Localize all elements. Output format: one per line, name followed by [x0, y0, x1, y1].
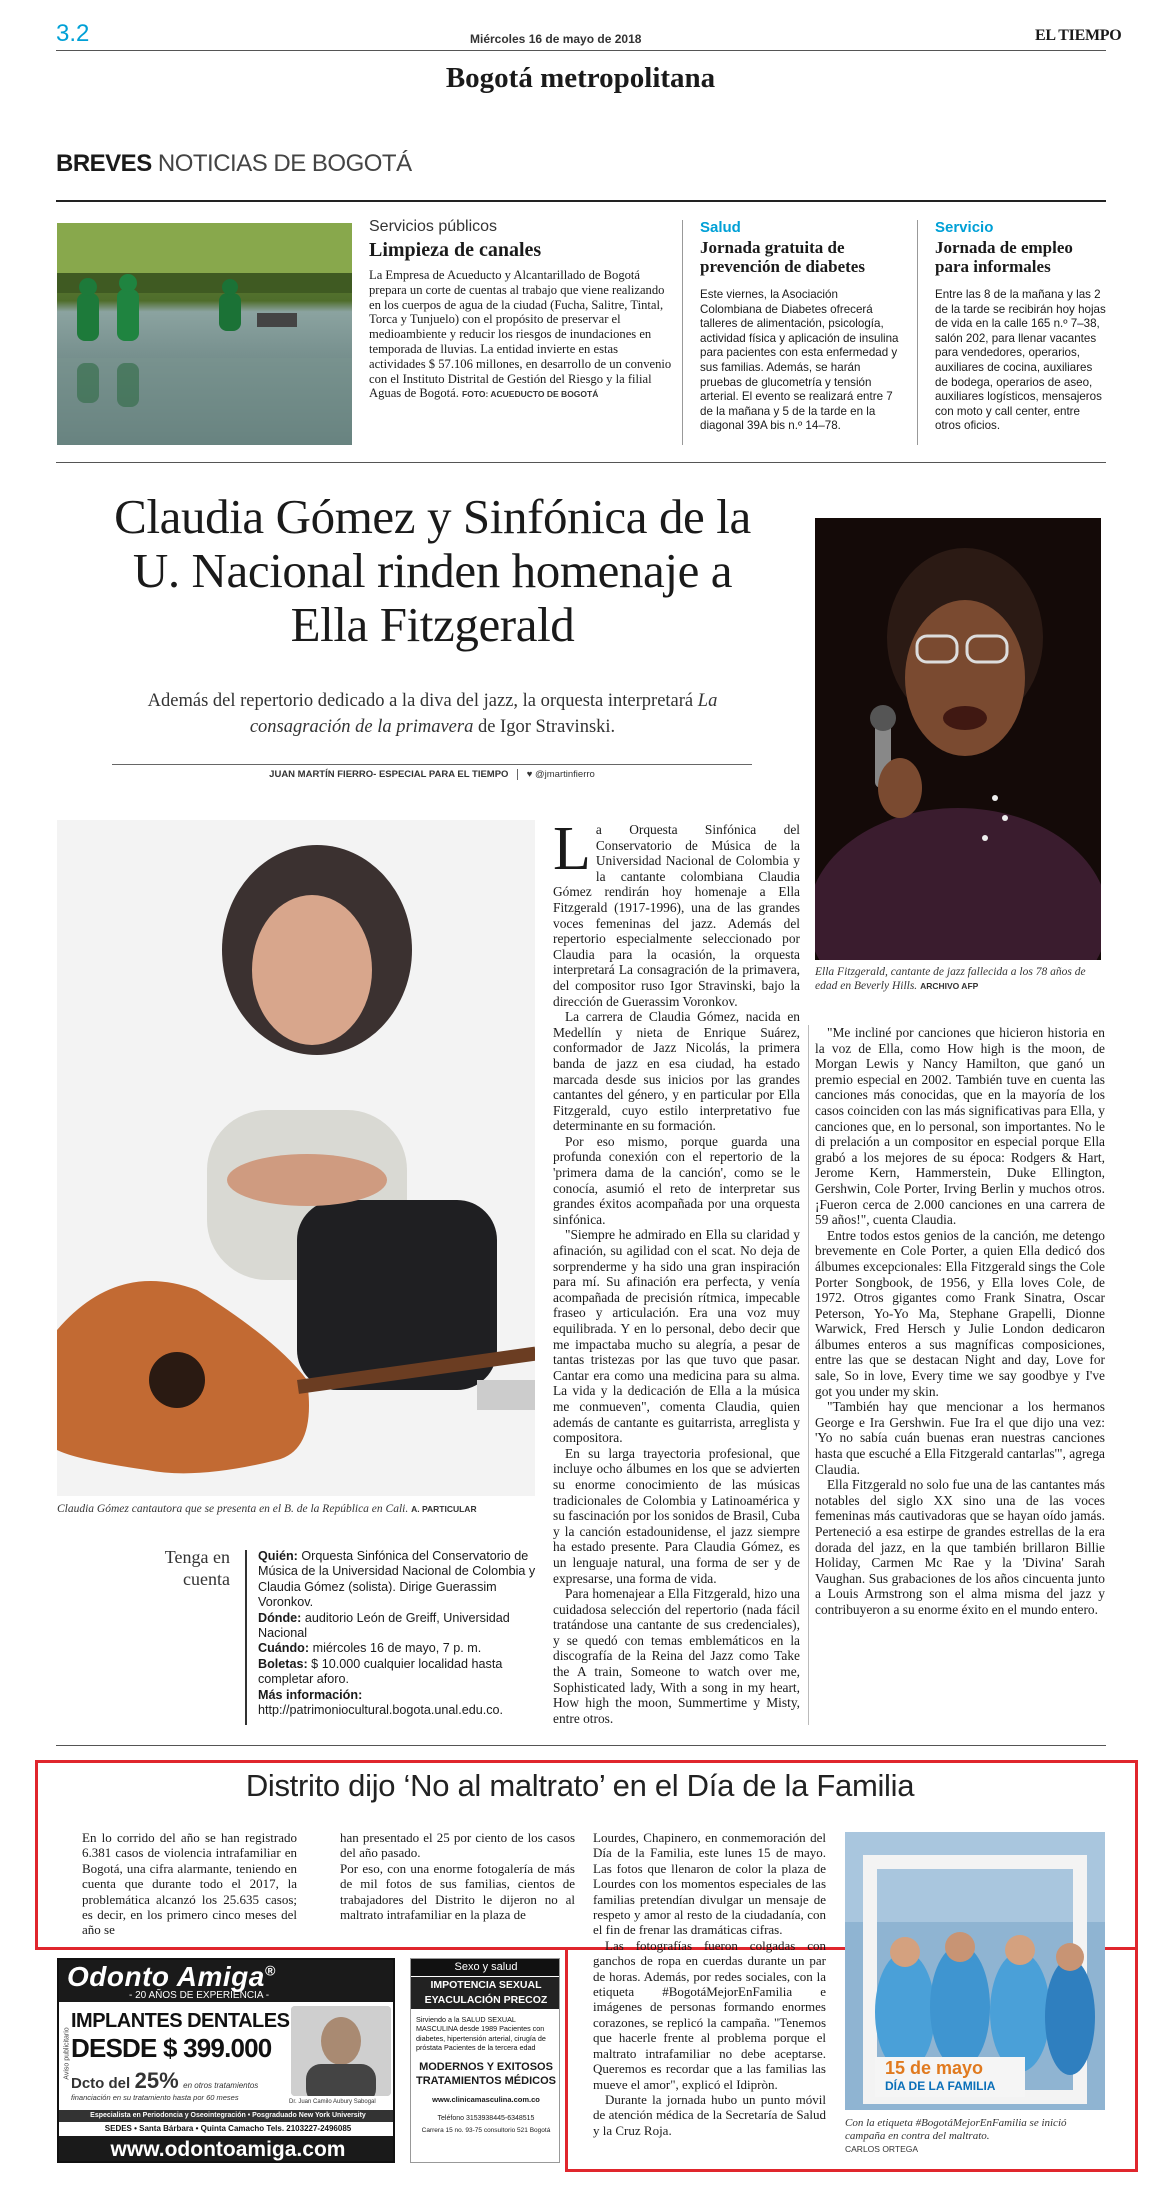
- breve1-body: La Empresa de Acueducto y Alcantarillado de Bogotá prepara un corte de cuentas al trabajo que viene realizando en los cuerpos de agua de la ciudad (Fucha, Salitre, Tintal, Torca y Tunjuelo) con el propósito de preservar el medioambiente y reducir los riesgos de inundaciones en temporada de lluvias. La entidad invierte en estas actividades $ 57.106 millones, en desarrollo de un convenio con el Instituto Distrital de Gestión del Riesgo y la filial Aguas de Bogotá.: [369, 268, 672, 401]
- section-title: Bogotá metropolitana: [445, 62, 716, 94]
- col2-para: Entre todos estos genios de la canción, me detengo brevemente en Cole Porter, a quien Ella dedicó dos álbumes excepcionales: Ella Fitzgerald sings the Cole Porter Songbook, de 1956, y Ella loves Cole, de 1972. Otros gigantes como Frank Sinatra, Oscar Peterson, Yo-Yo Ma, Stephane Grapelli, Dionne Warwick, Fred Hersch y Julie London dedicaron álbumes enteros a sus magníficas composiciones, entre las que se destacan Night and day, Love for sale, So in love, Every time we say goodbye y I've got you under my skin.: [815, 1227, 1105, 1399]
- doctor-photo: [291, 2006, 391, 2096]
- infobox-label: Boletas:: [258, 1656, 308, 1671]
- infobox-text: auditorio León de Greiff, Universidad Nacional: [258, 1610, 510, 1641]
- drop-cap: L: [553, 822, 591, 883]
- col1-para: En su larga trayectoria profesional, que incluye ocho álbumes en los que se advierten su enorme conocimiento de las músicas tradicionales de Colombia y Latinoamérica y su fascinación por los sonidos de Brasil, Cuba y la canción estadounidense, el jazz siempre ha estado presente. Para Claudia Gómez, es un lenguaje natural, una forma de ser y de expresarse, una forma de vida.: [553, 1445, 800, 1586]
- odonto-years: - 20 AÑOS DE EXPERIENCIA -: [129, 1990, 270, 2001]
- sexo-ad[interactable]: [410, 1958, 560, 2163]
- sexo-phone: Teléfono 3153938445-6348515: [437, 2115, 535, 2122]
- claudia-caption: [57, 1503, 537, 1517]
- odonto-discount-label: Dcto del: [71, 2075, 131, 2092]
- breve1-credit: FOTO: ACUEDUCTO DE BOGOTÁ: [462, 389, 599, 400]
- family-photo: [845, 1832, 1105, 2110]
- main-col2: [815, 1025, 1105, 1725]
- sexo-title4: TRATAMIENTOS MÉDICOS: [416, 2075, 556, 2087]
- page-date: Miércoles 16 de mayo de 2018: [470, 32, 642, 46]
- ella-credit: ARCHIVO AFP: [920, 980, 979, 991]
- col1-para: La carrera de Claudia Gómez, nacida en Medellín y nieta de Enrique Suárez, conformador de Jazz Nicolás, la primera banda de jazz en esa ciudad, ha estado marcada desde sus inicios por las grandes cantantes del género, y en particular por Ella Fitzgerald, cuyo estilo interpretativo fue determinante en su formación.: [553, 1009, 800, 1134]
- infobox-bar: [245, 1550, 247, 1725]
- main-bottom-rule: [56, 1745, 1106, 1746]
- infobox-label: Más información:: [258, 1687, 363, 1702]
- sexo-title2: EYACULACIÓN PRECOZ: [424, 1994, 548, 2006]
- col1-para: Por eso mismo, porque guarda una profunda conexión con el repertorio de la 'primera dama de la canción', como se le conocía, asumió el reto de interpretar sus grandes éxitos acompañada por una orquesta sinfónica.: [553, 1133, 800, 1227]
- masthead-rule: [56, 50, 1106, 51]
- infobox-text: miércoles 16 de mayo, 7 p. m.: [309, 1641, 482, 1656]
- breve2-headline: Jornada gratuita de prevención de diabetes: [700, 238, 865, 276]
- ella-caption-text: Ella Fitzgerald, cantante de jazz fallecida a los 78 años de edad en Beverly Hills.: [815, 966, 1086, 992]
- sexo-title1: IMPOTENCIA SEXUAL: [430, 1979, 542, 1991]
- odonto-brand-text: Odonto Amiga: [67, 1961, 265, 1992]
- odonto-reg: ®: [264, 1962, 276, 1979]
- family-caption-text: Con la etiqueta #BogotáMejorEnFamilia se inició campaña en contra del maltrato.: [845, 2117, 1067, 2142]
- breves-bold: BREVES: [56, 150, 152, 177]
- family-credit: CARLOS ORTEGA: [845, 2144, 919, 2154]
- odonto-discount-note: en otros tratamientos: [183, 2081, 259, 2090]
- breve-divider-2: [917, 220, 918, 445]
- odonto-doctor: Dr. Juan Camilo Aubury Sabogal: [289, 2099, 376, 2105]
- breve-divider-1: [682, 220, 683, 445]
- col2-para: "Me incliné por canciones que hicieron historia en la voz de Ella, como How high is the moon, de Morgan Lewis y Nancy Hamilton, que ganó un premio especial en 2002. También tuve en cuenta las canciones más conocidas, que en la mayoría de los casos coinciden con las más significativas para Ella, y canciones que, en lo personal, son importantes. No le di prelación a un compositor en especial porque Ella grabó a los mejores de su época: Rodgers & Hart, Jerome Kern, Hammerstein, Duke Ellington, Gershwin, Cole Porter, Irving Berlin y muchos otros. ¡Fueron cerca de 2.000 canciones en una carrera de 59 años!", cuenta Claudia.: [815, 1025, 1105, 1228]
- breve2-body: Este viernes, la Asociación Colombiana de Diabetes ofrecerá talleres de alimentación, psicología, actividad física y aplicación de insulina para pacientes con esta enfermedad y sus familias. Además, se harán pruebas de glucometría y tensión arterial. El evento se realizará entre 7 de la mañana y 5 de la tarde en la diagonal 39A bis n.º 14–78.: [700, 288, 899, 433]
- col1-para: Para homenajear a Ella Fitzgerald, hizo una cuidadosa selección del repertorio (nada fácil tratándose una cantante de sus credenciales), y se quedó con temas emblemáticos en la discografía de la Reina del Jazz como Take the A train, Someone to watch over me, Sophisticated lady, With a song in my heart, How high the moon, Summertime y Misty, entre otros.: [553, 1586, 800, 1726]
- main-col1: [553, 822, 800, 1727]
- claudia-caption-text: Claudia Gómez cantautora que se presenta en el B. de la República en Cali.: [57, 1503, 409, 1515]
- breve2-kicker: Salud: [700, 219, 741, 236]
- main-deck: [110, 688, 755, 740]
- odonto-sedes: SEDES • Santa Bárbara • Quinta Camacho Tels. 2103227-2496085: [104, 2124, 352, 2133]
- distrito-col1-text: En lo corrido del año se han registrado 6.381 casos de violencia intrafamiliar en Bogotá, una cifra alarmante, teniendo en cuenta que durante todo el 2017, la problemática alcanzó los 25.635 casos; es decir, en los primero cinco meses del año se: [82, 1830, 297, 1938]
- deck-text-1: Además del repertorio dedicado a la diva del jazz, la orquesta interpretará: [147, 691, 698, 711]
- main-col-divider: [808, 1025, 809, 1725]
- claudia-photo: [57, 820, 535, 1496]
- distrito-col3-para: Lourdes, Chapinero, en conmemoración del Día de la Familia, este lunes 15 de mayo. Las fotos que llenaron de color la plaza de Lourdes con los momentos especiales de las familias pretendían divulgar un mensaje de respeto y amor al resto de la ciudadanía, con el fin de frenar las dramáticas cifras.: [593, 1830, 826, 1938]
- ella-photo: [815, 518, 1101, 960]
- brand-logo: EL TIEMPO: [1035, 27, 1122, 44]
- odonto-discount-value: 25%: [134, 2068, 179, 2093]
- byline: [112, 769, 752, 780]
- odonto-financing: financiación en su tratamiento hasta por 60 meses: [71, 2093, 239, 2102]
- deck-emphasis: La consagración de la primavera: [249, 691, 718, 737]
- col1-para: a Orquesta Sinfónica del Conservatorio de Música de la Universidad Nacional de Colombia y la cantante colombiana Claudia Gómez rendirán hoy homenaje a Ella Fitzgerald (1917-1996), una de las grandes voces femeninas del jazz. Además del repertorio especialmente seleccionado por Claudia para la ocasión, la orquesta interpretará La consagración de la primavera, del compositor ruso Igor Stravinski, bajo la dirección de Guerassim Voronkov.: [553, 822, 800, 1009]
- infobox-row-quien: [258, 1549, 548, 1611]
- claudia-credit: A. PARTICULAR: [411, 1504, 477, 1514]
- breve3-headline: Jornada de empleo para informales: [935, 238, 1073, 276]
- family-caption: [845, 2117, 1107, 2156]
- odonto-website[interactable]: www.odontoamiga.com: [59, 2136, 395, 2163]
- col1-para: "Siempre he admirado en Ella su claridad y afinación, su agilidad con el scat. No deja de sorprenderme y ha sido una gran inspiración para mí. Su afinación era perfecta, y venía acompañada de precisión rítmica, impecable fraseo y articulación. Era una voz muy equilibrada. Y en lo personal, debo decir que me impactaba mucho su alegría, a pesar de tantas tristezas por las que tuvo que pasar. Cantar era como una medicina para su alma. La vida y la dedicación de Ella a la música me conmueven", comenta Claudia, quien además de cantante es guitarrista, arreglista y compositora.: [553, 1227, 800, 1446]
- col2-para: "También hay que mencionar a los hermanos George e Ira Gershwin. Fue Ira el que dijo una vez: 'Yo no sabía cuán buenas eran nuestras canciones hasta que escuché a Ella Fitzgerald cantarlas'", agrega Claudia.: [815, 1399, 1105, 1477]
- breves-rule: [56, 200, 1106, 202]
- sexo-body: Sirviendo a la SALUD SEXUAL MASCULINA desde 1989 Pacientes con diabetes, hipertensión arterial, cirugía de próstata Pacientes de la tercera edad: [416, 2015, 546, 2053]
- infobox-label: Cuándo:: [258, 1641, 310, 1656]
- distrito-headline: Distrito dijo ‘No al maltrato’ en el Día de la Familia: [245, 1768, 915, 1803]
- infobox-title: Tenga en cuenta: [164, 1547, 230, 1589]
- frame-date: 15 de mayo: [885, 2058, 984, 2078]
- distrito-col2-text: han presentado el 25 por ciento de los casos del año pasado. Por eso, con una enorme fotogalería de más de mil fotos de sus familias, cientos de trabajadores del Distrito le dijeron no al maltrato intrafamiliar en la plaza de: [340, 1830, 575, 1923]
- twitter-handle: @jmartinfierro: [535, 769, 595, 781]
- sexo-top: Sexo y salud: [411, 1959, 560, 1976]
- breve3-body: Entre las 8 de la mañana y las 2 de la tarde se recibirán hoy hojas de vida en la calle 165 n.º 7–38, salón 202, para llenar vacantes para vendedores, operarios, auxiliares de cocina, auxiliares de bodega, operarios de aseo, auxiliares logísticos, mensajeros con moto y call center, entre otros oficios.: [935, 288, 1106, 433]
- byline-author: JUAN MARTÍN FIERRO- ESPECIAL PARA EL TIEMPO: [269, 769, 509, 781]
- infobox-row-info: [258, 1688, 548, 1719]
- sexo-web[interactable]: www.clinicamasculina.com.co: [432, 2095, 540, 2104]
- infobox-label: Dónde:: [258, 1610, 302, 1625]
- main-headline: Claudia Gómez y Sinfónica de la U. Nacional rinden homenaje a Ella Fitzgerald: [114, 489, 751, 652]
- infobox-row-cuando: [258, 1641, 548, 1656]
- deck-text-2: de Igor Stravinski.: [473, 717, 616, 737]
- twitter-icon: ♥: [526, 769, 533, 781]
- sexo-address: Carrera 15 no. 93-75 consultorio 521 Bogotá: [421, 2127, 551, 2134]
- ella-caption: [815, 966, 1095, 993]
- infobox-row-donde: [258, 1611, 548, 1642]
- byline-rule: [112, 764, 752, 765]
- canal-photo: [57, 223, 352, 445]
- distrito-col2: [340, 1830, 575, 1922]
- distrito-col3-para: Durante la jornada hubo un punto móvil de atención médica de la Secretaría de Salud y la Cruz Roja.: [593, 2091, 826, 2138]
- col2-para: Ella Fitzgerald no solo fue una de las cantantes más notables del siglo XX sino una de las voces femeninas más cautivadoras que se hayan oído jamás. Perteneció a esa estirpe de grandes estrellas de la era dorada del jazz, en la que también brillaron Billie Holiday, Carmen Mc Rae y la 'Divina' Sarah Vaughan. Sus grabaciones de los años cincuenta junto a Louis Armstrong son el alma misma del jazz y contribuyeron a su enorme éxito en el mundo entero.: [815, 1477, 1105, 1617]
- breves-bottom-rule: [56, 462, 1106, 463]
- odonto-side: Aviso publicitario: [63, 2027, 71, 2080]
- breves-label: [56, 150, 412, 178]
- page-number: 3.2: [56, 20, 90, 47]
- sexo-title3: MODERNOS Y EXITOSOS: [419, 2061, 553, 2073]
- breve1-kicker: Servicios públicos: [369, 218, 498, 235]
- infobox-text: $ 10.000 cualquier localidad hasta completar aforo.: [258, 1656, 503, 1687]
- odonto-headline2: DESDE $ 399.000: [71, 2033, 272, 2063]
- breve3-kicker: Servicio: [935, 219, 994, 236]
- breve1-headline: Limpieza de canales: [369, 239, 542, 261]
- odonto-discount: [71, 2068, 258, 2094]
- frame-title: DÍA DE LA FAMILIA: [885, 2079, 996, 2093]
- infobox-body: [258, 1549, 548, 1718]
- distrito-col3-para: Las fotografías fueron colgadas con ganchos de ropa en cuerdas durante un par de horas. Además, por redes sociales, con la etiqueta #BogotáMejorEnFamilia e imágenes de personas formando enormes corazones, se replicó la campaña. "Tenemos que hacerle frente al problema porque el maltrato intrafamiliar no debe aceptarse. Queremos es recordar que a las familias las mueve el amor", explicó el Idipròn.: [593, 1937, 826, 2092]
- odonto-ad[interactable]: [57, 1958, 395, 2163]
- breves-light: NOTICIAS DE BOGOTÁ: [157, 150, 412, 177]
- odonto-brand: [67, 1961, 276, 1993]
- odonto-specialists: Especialista en Periodoncia y Oseointegración • Posgraduado New York University: [59, 2110, 395, 2122]
- infobox-text: Orquesta Sinfónica del Conservatorio de Música de la Universidad Nacional de Colombia y Claudia Gómez (solista). Dirige Guerassim Voronkov.: [258, 1549, 536, 1610]
- infobox-label: Quién:: [258, 1549, 298, 1563]
- infobox-text: http://patrimoniocultural.bogota.unal.edu.co.: [258, 1703, 504, 1718]
- distrito-col3: [593, 1830, 826, 2165]
- odonto-headline1: IMPLANTES DENTALES: [71, 2010, 290, 2032]
- infobox-row-boletas: [258, 1657, 548, 1688]
- breve1-body-wrap: [369, 268, 672, 402]
- distrito-col1: [82, 1830, 297, 1938]
